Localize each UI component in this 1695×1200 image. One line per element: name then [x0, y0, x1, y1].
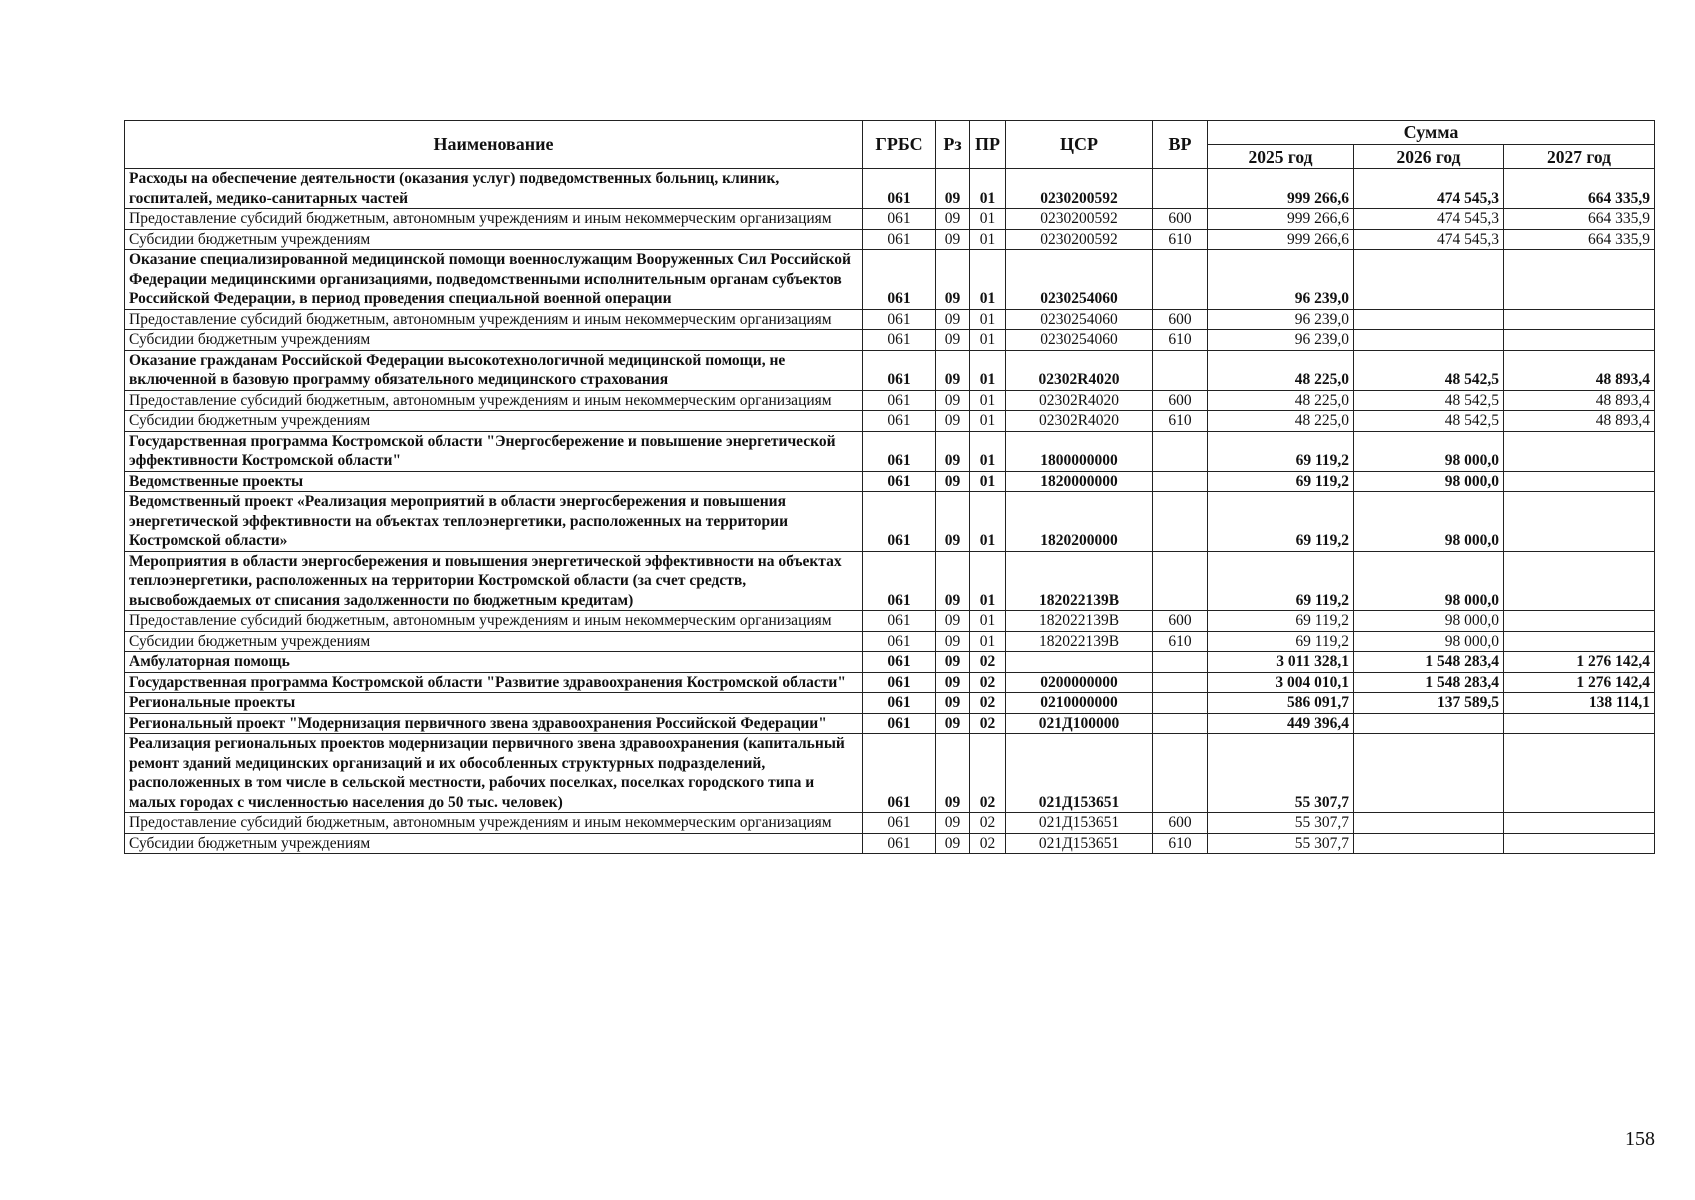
- header-name: Наименование: [125, 121, 863, 169]
- cell-rz: 09: [936, 631, 970, 652]
- table-row: [125, 250, 1655, 310]
- table-row: [125, 734, 1655, 813]
- table-row: [125, 492, 1655, 552]
- cell-pr: 01: [970, 431, 1006, 471]
- table-row: [125, 431, 1655, 471]
- cell-csr: 0230254060: [1006, 309, 1153, 330]
- cell-csr: 0230200592: [1006, 169, 1153, 209]
- cell-name: Региональные проекты: [125, 693, 863, 714]
- cell-grbs: 061: [863, 309, 936, 330]
- cell-csr: 021Д153651: [1006, 734, 1153, 813]
- cell-sum-2025: 69 119,2: [1208, 492, 1354, 552]
- cell-csr: 02302R4020: [1006, 411, 1153, 432]
- cell-csr: 021Д153651: [1006, 813, 1153, 834]
- cell-sum-2027: [1504, 431, 1655, 471]
- cell-name: Субсидии бюджетным учреждениям: [125, 229, 863, 250]
- cell-sum-2025: 449 396,4: [1208, 713, 1354, 734]
- cell-pr: 02: [970, 672, 1006, 693]
- cell-sum-2026: [1354, 734, 1504, 813]
- cell-rz: 09: [936, 229, 970, 250]
- cell-csr: 0230254060: [1006, 250, 1153, 310]
- cell-vr: [1153, 652, 1208, 673]
- cell-sum-2026: 98 000,0: [1354, 611, 1504, 632]
- cell-name: Реализация региональных проектов модернизации первичного звена здравоохранения (капитальный ремонт зданий медицинских организаций и их обособленных структурных подразделений, расположенных в том числе в сельской местности, рабочих поселках, поселках городского типа и малых городах с численностью населения до 50 тыс. человек): [125, 734, 863, 813]
- cell-sum-2025: 69 119,2: [1208, 611, 1354, 632]
- cell-name: Ведомственные проекты: [125, 471, 863, 492]
- cell-rz: 09: [936, 471, 970, 492]
- cell-rz: 09: [936, 611, 970, 632]
- table-row: [125, 229, 1655, 250]
- cell-rz: 09: [936, 734, 970, 813]
- cell-csr: 0200000000: [1006, 672, 1153, 693]
- cell-grbs: 061: [863, 652, 936, 673]
- cell-rz: 09: [936, 431, 970, 471]
- cell-sum-2027: [1504, 631, 1655, 652]
- cell-sum-2025: 3 004 010,1: [1208, 672, 1354, 693]
- cell-grbs: 061: [863, 611, 936, 632]
- cell-rz: 09: [936, 492, 970, 552]
- cell-pr: 02: [970, 734, 1006, 813]
- header-year-2027: 2027 год: [1504, 145, 1655, 169]
- cell-pr: 01: [970, 209, 1006, 230]
- cell-name: Оказание гражданам Российской Федерации высокотехнологичной медицинской помощи, не включенной в базовую программу обязательного медицинского страхования: [125, 350, 863, 390]
- cell-vr: [1153, 250, 1208, 310]
- table-row: [125, 813, 1655, 834]
- cell-csr: 1800000000: [1006, 431, 1153, 471]
- cell-name: Предоставление субсидий бюджетным, автономным учреждениям и иным некоммерческим организациям: [125, 309, 863, 330]
- cell-sum-2026: 98 000,0: [1354, 431, 1504, 471]
- cell-sum-2027: [1504, 833, 1655, 854]
- cell-grbs: 061: [863, 209, 936, 230]
- cell-name: Предоставление субсидий бюджетным, автономным учреждениям и иным некоммерческим организациям: [125, 390, 863, 411]
- cell-rz: 09: [936, 250, 970, 310]
- cell-sum-2025: 69 119,2: [1208, 551, 1354, 611]
- cell-sum-2026: 98 000,0: [1354, 631, 1504, 652]
- cell-sum-2025: 3 011 328,1: [1208, 652, 1354, 673]
- cell-sum-2026: 98 000,0: [1354, 492, 1504, 552]
- header-year-2025: 2025 год: [1208, 145, 1354, 169]
- cell-pr: 01: [970, 551, 1006, 611]
- cell-rz: 09: [936, 833, 970, 854]
- cell-pr: 01: [970, 611, 1006, 632]
- cell-rz: 09: [936, 390, 970, 411]
- cell-sum-2027: 138 114,1: [1504, 693, 1655, 714]
- cell-sum-2025: 96 239,0: [1208, 330, 1354, 351]
- cell-sum-2026: [1354, 309, 1504, 330]
- cell-sum-2025: 69 119,2: [1208, 631, 1354, 652]
- budget-table: [124, 120, 1655, 854]
- cell-rz: 09: [936, 411, 970, 432]
- table-row: [125, 652, 1655, 673]
- cell-name: Субсидии бюджетным учреждениям: [125, 330, 863, 351]
- cell-vr: 600: [1153, 390, 1208, 411]
- cell-sum-2027: 1 276 142,4: [1504, 672, 1655, 693]
- cell-grbs: 061: [863, 250, 936, 310]
- cell-sum-2027: 664 335,9: [1504, 229, 1655, 250]
- cell-sum-2027: [1504, 330, 1655, 351]
- cell-rz: 09: [936, 652, 970, 673]
- cell-rz: 09: [936, 309, 970, 330]
- cell-csr: 02302R4020: [1006, 390, 1153, 411]
- cell-name: Предоставление субсидий бюджетным, автономным учреждениям и иным некоммерческим организациям: [125, 611, 863, 632]
- cell-pr: 02: [970, 713, 1006, 734]
- cell-sum-2027: [1504, 734, 1655, 813]
- cell-sum-2027: [1504, 713, 1655, 734]
- cell-rz: 09: [936, 330, 970, 351]
- cell-vr: [1153, 672, 1208, 693]
- cell-vr: [1153, 169, 1208, 209]
- cell-name: Субсидии бюджетным учреждениям: [125, 631, 863, 652]
- cell-sum-2026: 98 000,0: [1354, 471, 1504, 492]
- cell-rz: 09: [936, 169, 970, 209]
- cell-pr: 01: [970, 169, 1006, 209]
- table-row: [125, 672, 1655, 693]
- cell-sum-2027: [1504, 309, 1655, 330]
- table-row: [125, 411, 1655, 432]
- cell-sum-2025: 96 239,0: [1208, 250, 1354, 310]
- cell-csr: [1006, 652, 1153, 673]
- cell-sum-2026: [1354, 330, 1504, 351]
- table-row: [125, 390, 1655, 411]
- cell-grbs: 061: [863, 833, 936, 854]
- cell-pr: 01: [970, 309, 1006, 330]
- cell-sum-2026: 48 542,5: [1354, 390, 1504, 411]
- cell-name: Мероприятия в области энергосбережения и повышения энергетической эффективности на объектах теплоэнергетики, расположенных на территории Костромской области (за счет средств, высвобождаемых от списания задолженности по бюджетным кредитам): [125, 551, 863, 611]
- cell-rz: 09: [936, 672, 970, 693]
- cell-grbs: 061: [863, 713, 936, 734]
- header-vr: ВР: [1153, 121, 1208, 169]
- table-row: [125, 833, 1655, 854]
- cell-pr: 02: [970, 833, 1006, 854]
- cell-pr: 02: [970, 652, 1006, 673]
- table-row: [125, 631, 1655, 652]
- cell-csr: 182022139В: [1006, 611, 1153, 632]
- cell-sum-2025: 48 225,0: [1208, 390, 1354, 411]
- cell-sum-2027: [1504, 611, 1655, 632]
- cell-pr: 01: [970, 350, 1006, 390]
- cell-sum-2025: 999 266,6: [1208, 209, 1354, 230]
- cell-grbs: 061: [863, 734, 936, 813]
- cell-name: Предоставление субсидий бюджетным, автономным учреждениям и иным некоммерческим организациям: [125, 813, 863, 834]
- cell-grbs: 061: [863, 411, 936, 432]
- cell-vr: [1153, 551, 1208, 611]
- cell-sum-2027: [1504, 250, 1655, 310]
- table-row: [125, 551, 1655, 611]
- cell-pr: 01: [970, 390, 1006, 411]
- cell-grbs: 061: [863, 813, 936, 834]
- cell-grbs: 061: [863, 330, 936, 351]
- cell-vr: [1153, 713, 1208, 734]
- header-rz: Рз: [936, 121, 970, 169]
- cell-name: Субсидии бюджетным учреждениям: [125, 411, 863, 432]
- cell-grbs: 061: [863, 492, 936, 552]
- cell-pr: 02: [970, 813, 1006, 834]
- cell-csr: 182022139В: [1006, 631, 1153, 652]
- table-row: [125, 350, 1655, 390]
- cell-sum-2025: 999 266,6: [1208, 229, 1354, 250]
- cell-vr: 610: [1153, 229, 1208, 250]
- cell-sum-2027: 664 335,9: [1504, 169, 1655, 209]
- cell-csr: 021Д153651: [1006, 833, 1153, 854]
- cell-sum-2026: [1354, 250, 1504, 310]
- cell-vr: [1153, 734, 1208, 813]
- cell-sum-2026: 474 545,3: [1354, 229, 1504, 250]
- table-row: [125, 693, 1655, 714]
- cell-csr: 0210000000: [1006, 693, 1153, 714]
- cell-sum-2025: 999 266,6: [1208, 169, 1354, 209]
- cell-csr: 0230200592: [1006, 229, 1153, 250]
- cell-pr: 01: [970, 229, 1006, 250]
- cell-csr: 182022139В: [1006, 551, 1153, 611]
- table-row: [125, 330, 1655, 351]
- cell-sum-2025: 48 225,0: [1208, 411, 1354, 432]
- cell-sum-2025: 55 307,7: [1208, 813, 1354, 834]
- cell-sum-2025: 69 119,2: [1208, 471, 1354, 492]
- cell-rz: 09: [936, 713, 970, 734]
- cell-grbs: 061: [863, 350, 936, 390]
- cell-rz: 09: [936, 209, 970, 230]
- cell-pr: 01: [970, 250, 1006, 310]
- cell-pr: 01: [970, 492, 1006, 552]
- cell-sum-2027: 48 893,4: [1504, 350, 1655, 390]
- table-row: [125, 611, 1655, 632]
- cell-csr: 021Д100000: [1006, 713, 1153, 734]
- cell-sum-2027: [1504, 492, 1655, 552]
- cell-sum-2026: 1 548 283,4: [1354, 652, 1504, 673]
- cell-sum-2026: 474 545,3: [1354, 169, 1504, 209]
- cell-grbs: 061: [863, 169, 936, 209]
- cell-rz: 09: [936, 551, 970, 611]
- cell-pr: 01: [970, 330, 1006, 351]
- cell-sum-2026: [1354, 833, 1504, 854]
- cell-sum-2026: 137 589,5: [1354, 693, 1504, 714]
- cell-vr: 610: [1153, 833, 1208, 854]
- cell-pr: 01: [970, 471, 1006, 492]
- cell-csr: 1820000000: [1006, 471, 1153, 492]
- cell-name: Амбулаторная помощь: [125, 652, 863, 673]
- cell-grbs: 061: [863, 390, 936, 411]
- cell-sum-2026: 1 548 283,4: [1354, 672, 1504, 693]
- budget-table-sheet: [124, 120, 1654, 854]
- cell-name: Региональный проект "Модернизация первичного звена здравоохранения Российской Федерации": [125, 713, 863, 734]
- cell-sum-2025: 55 307,7: [1208, 833, 1354, 854]
- cell-vr: 610: [1153, 411, 1208, 432]
- cell-sum-2027: [1504, 551, 1655, 611]
- cell-name: Государственная программа Костромской области "Развитие здравоохранения Костромской области": [125, 672, 863, 693]
- cell-pr: 01: [970, 631, 1006, 652]
- cell-vr: [1153, 492, 1208, 552]
- cell-rz: 09: [936, 350, 970, 390]
- cell-sum-2026: [1354, 813, 1504, 834]
- cell-name: Оказание специализированной медицинской помощи военнослужащим Вооруженных Сил Российской Федерации медицинскими организациями, подведомственными исполнительным органам субъектов Российской Федерации, в период проведения специальной военной операции: [125, 250, 863, 310]
- cell-sum-2027: 48 893,4: [1504, 411, 1655, 432]
- cell-sum-2026: [1354, 713, 1504, 734]
- cell-name: Государственная программа Костромской области "Энергосбережение и повышение энергетической эффективности Костромской области": [125, 431, 863, 471]
- cell-vr: [1153, 431, 1208, 471]
- cell-sum-2025: 586 091,7: [1208, 693, 1354, 714]
- cell-name: Субсидии бюджетным учреждениям: [125, 833, 863, 854]
- cell-sum-2025: 69 119,2: [1208, 431, 1354, 471]
- table-row: [125, 471, 1655, 492]
- cell-vr: 600: [1153, 209, 1208, 230]
- table-row: [125, 309, 1655, 330]
- header-grbs: ГРБС: [863, 121, 936, 169]
- page-number: 158: [1625, 1128, 1655, 1150]
- cell-sum-2025: 55 307,7: [1208, 734, 1354, 813]
- cell-csr: 02302R4020: [1006, 350, 1153, 390]
- table-body: [125, 169, 1655, 854]
- table-header: [125, 121, 1655, 169]
- cell-sum-2027: 664 335,9: [1504, 209, 1655, 230]
- cell-grbs: 061: [863, 431, 936, 471]
- cell-sum-2025: 96 239,0: [1208, 309, 1354, 330]
- cell-vr: [1153, 350, 1208, 390]
- cell-sum-2026: 98 000,0: [1354, 551, 1504, 611]
- header-sum: Сумма: [1208, 121, 1655, 145]
- cell-name: Предоставление субсидий бюджетным, автономным учреждениям и иным некоммерческим организациям: [125, 209, 863, 230]
- cell-sum-2026: 474 545,3: [1354, 209, 1504, 230]
- header-csr: ЦСР: [1006, 121, 1153, 169]
- cell-vr: [1153, 471, 1208, 492]
- cell-sum-2026: 48 542,5: [1354, 411, 1504, 432]
- cell-rz: 09: [936, 693, 970, 714]
- cell-name: Расходы на обеспечение деятельности (оказания услуг) подведомственных больниц, клиник, госпиталей, медико-санитарных частей: [125, 169, 863, 209]
- table-row: [125, 713, 1655, 734]
- cell-vr: 600: [1153, 813, 1208, 834]
- cell-sum-2027: 1 276 142,4: [1504, 652, 1655, 673]
- header-pr: ПР: [970, 121, 1006, 169]
- cell-grbs: 061: [863, 551, 936, 611]
- cell-csr: 0230200592: [1006, 209, 1153, 230]
- cell-sum-2026: 48 542,5: [1354, 350, 1504, 390]
- cell-grbs: 061: [863, 693, 936, 714]
- cell-vr: [1153, 693, 1208, 714]
- cell-name: Ведомственный проект «Реализация мероприятий в области энергосбережения и повышения энергетической эффективности на объектах теплоэнергетики, расположенных на территории Костромской области»: [125, 492, 863, 552]
- cell-csr: 1820200000: [1006, 492, 1153, 552]
- cell-pr: 01: [970, 411, 1006, 432]
- cell-grbs: 061: [863, 229, 936, 250]
- header-year-2026: 2026 год: [1354, 145, 1504, 169]
- cell-grbs: 061: [863, 672, 936, 693]
- cell-vr: 600: [1153, 611, 1208, 632]
- cell-grbs: 061: [863, 631, 936, 652]
- cell-sum-2027: [1504, 813, 1655, 834]
- cell-csr: 0230254060: [1006, 330, 1153, 351]
- cell-sum-2025: 48 225,0: [1208, 350, 1354, 390]
- cell-vr: 610: [1153, 330, 1208, 351]
- table-row: [125, 169, 1655, 209]
- cell-vr: 610: [1153, 631, 1208, 652]
- cell-vr: 600: [1153, 309, 1208, 330]
- cell-rz: 09: [936, 813, 970, 834]
- cell-pr: 02: [970, 693, 1006, 714]
- cell-sum-2027: 48 893,4: [1504, 390, 1655, 411]
- cell-sum-2027: [1504, 471, 1655, 492]
- cell-grbs: 061: [863, 471, 936, 492]
- table-row: [125, 209, 1655, 230]
